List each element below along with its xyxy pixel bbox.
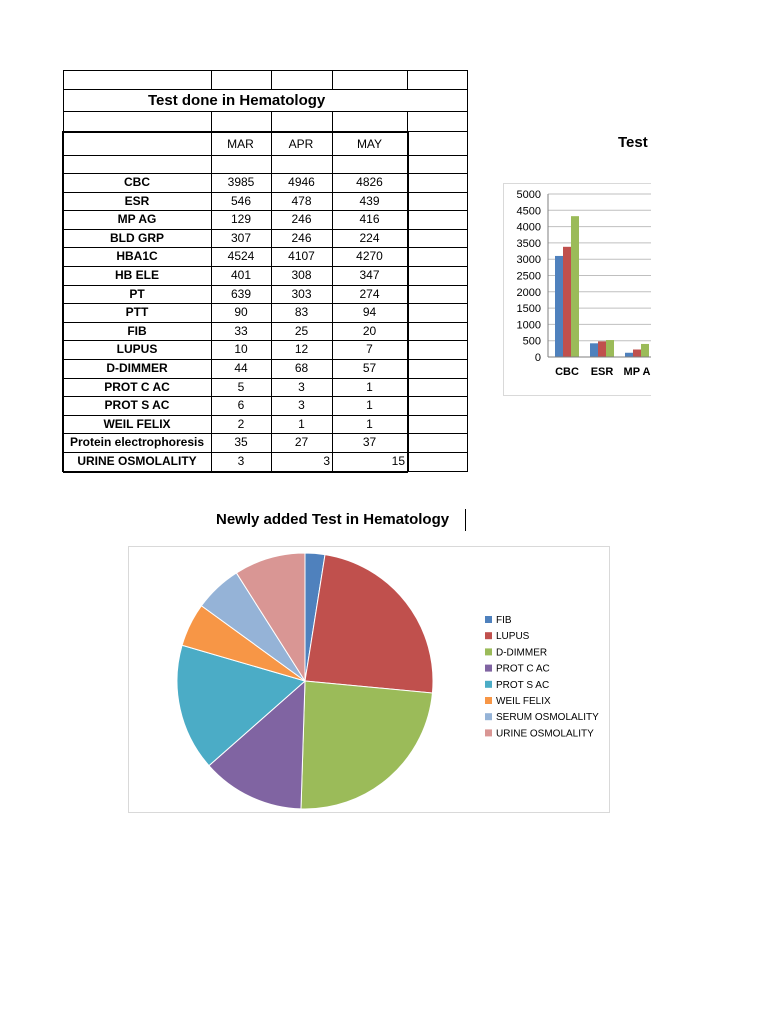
table-vline — [271, 70, 272, 90]
table-cell: 4107 — [288, 249, 315, 263]
table-cell: 6 — [237, 398, 245, 412]
legend-label: SERUM OSMOLALITY — [496, 712, 599, 724]
x-tick-label: ESR — [590, 366, 614, 378]
legend-label: FIB — [496, 615, 512, 626]
legend-label: WEIL FELIX — [496, 696, 551, 707]
row-label: BLD GRP — [110, 231, 164, 245]
table-cell: 129 — [230, 212, 252, 226]
table-hline — [408, 131, 468, 132]
legend-label: D-DIMMER — [496, 647, 548, 659]
table-cell: 416 — [359, 212, 380, 226]
table-vline — [332, 111, 333, 131]
table-vline — [332, 70, 333, 90]
bar-chart-title: Test — [618, 134, 648, 151]
legend-swatch — [485, 697, 492, 704]
bar — [563, 247, 571, 357]
table-cell: 94 — [362, 305, 377, 319]
legend-swatch — [485, 665, 492, 672]
x-tick-label: MP A — [623, 366, 651, 378]
bar-chart-frame — [503, 183, 651, 396]
table-cell: 639 — [230, 287, 252, 301]
table-cell: 90 — [234, 305, 248, 319]
y-tick-label: 1000 — [516, 319, 541, 332]
table-cell: 3 — [298, 398, 305, 412]
row-label: CBC — [124, 175, 150, 189]
legend-label: LUPUS — [496, 631, 530, 643]
table-cell: 15 — [391, 454, 405, 468]
pie-slice — [305, 555, 433, 693]
table-cell: 224 — [359, 231, 380, 245]
y-tick-label: 4500 — [516, 205, 541, 218]
table-hline — [408, 471, 468, 472]
y-tick-label: 5000 — [516, 189, 541, 201]
header-may: MAY — [356, 137, 383, 151]
table-cell: 3 — [237, 454, 245, 468]
table-cell: 27 — [294, 435, 309, 449]
table-vline — [407, 111, 408, 131]
legend-swatch — [485, 616, 492, 623]
bar — [555, 256, 563, 357]
table-vline — [211, 70, 212, 90]
table-cell: 5 — [237, 380, 245, 394]
row-label: PROT S AC — [104, 398, 170, 412]
table-cell: 57 — [362, 361, 377, 375]
row-label: D-DIMMER — [106, 361, 168, 375]
table-cell: 44 — [234, 361, 248, 375]
y-tick-label: 2500 — [516, 270, 541, 283]
table-cell: 4946 — [288, 175, 315, 189]
table-cell: 3985 — [227, 175, 255, 189]
table-vline — [63, 70, 64, 90]
y-tick-label: 3000 — [516, 254, 541, 267]
table-cell: 274 — [359, 287, 380, 301]
table-cell: 4826 — [356, 175, 383, 189]
row-label: PT — [129, 287, 145, 301]
table-cell: 33 — [234, 324, 248, 338]
bar — [598, 341, 606, 357]
pie-chart — [129, 547, 609, 812]
legend-swatch — [485, 713, 492, 720]
table-cell: 478 — [291, 194, 312, 208]
row-label: Protein electrophoresis — [69, 435, 205, 449]
table-cell: 307 — [230, 231, 252, 245]
pie-chart-frame — [128, 546, 610, 813]
table-cell: 4524 — [227, 249, 255, 263]
legend-swatch — [485, 729, 492, 736]
table-cell: 1 — [366, 398, 373, 412]
table-cell: 4270 — [356, 249, 383, 263]
table-cell: 439 — [359, 194, 380, 208]
table-hline — [63, 131, 408, 133]
table-cell: 35 — [234, 435, 248, 449]
table-cell: 347 — [359, 268, 380, 282]
row-label: FIB — [127, 324, 147, 338]
table-vline — [63, 89, 64, 111]
table-cell: 308 — [291, 268, 312, 282]
bar — [625, 353, 633, 357]
legend-swatch — [485, 681, 492, 688]
table-cell: 3 — [323, 454, 330, 468]
y-tick-label: 4000 — [516, 221, 541, 234]
row-label: ESR — [124, 194, 150, 208]
header-mar: MAR — [227, 137, 254, 151]
table-cell: 37 — [362, 435, 377, 449]
table-cell: 83 — [294, 305, 309, 319]
table-cell: 25 — [294, 324, 309, 338]
table-cell: 12 — [294, 342, 309, 356]
y-tick-label: 2000 — [516, 286, 541, 299]
bar — [606, 340, 614, 357]
bar — [590, 343, 598, 357]
y-tick-label: 0 — [534, 352, 541, 364]
table-cell: 20 — [362, 324, 377, 338]
pie-chart-title: Newly added Test in Hematology — [216, 511, 450, 528]
y-tick-label: 3500 — [516, 237, 541, 250]
table-title: Test done in Hematology — [148, 92, 326, 109]
table-vline — [467, 89, 468, 111]
table-vline — [407, 131, 409, 472]
row-label: MP AG — [117, 212, 157, 226]
table-cell: 3 — [298, 380, 305, 394]
bar — [641, 344, 649, 357]
table-vline — [271, 111, 272, 131]
table-vline — [467, 131, 468, 471]
x-tick-label: CBC — [555, 366, 579, 378]
table-hline — [63, 471, 408, 473]
table-cell: 1 — [366, 380, 373, 394]
legend-label: URINE OSMOLALITY — [496, 728, 594, 740]
table-cell: 546 — [230, 194, 252, 208]
bar-chart — [504, 184, 651, 395]
y-tick-label: 500 — [522, 335, 541, 348]
row-label: PROT C AC — [104, 380, 170, 394]
table-cell: 7 — [366, 342, 373, 356]
table-vline — [467, 111, 468, 131]
row-label: HBA1C — [116, 249, 158, 263]
table-cell: 1 — [366, 417, 373, 431]
table-vline — [467, 70, 468, 90]
y-tick-label: 1500 — [516, 303, 541, 316]
table-cell: 401 — [230, 268, 252, 282]
legend-swatch — [485, 648, 492, 655]
legend-label: PROT C AC — [496, 663, 550, 675]
row-label: WEIL FELIX — [103, 417, 171, 431]
row-label: PTT — [125, 305, 149, 319]
row-label: LUPUS — [116, 342, 158, 356]
table-vline — [407, 70, 408, 90]
legend-swatch — [485, 632, 492, 639]
table-cell: 246 — [291, 231, 312, 245]
row-label: URINE OSMOLALITY — [77, 454, 197, 468]
header-apr: APR — [288, 137, 314, 151]
row-label: HB ELE — [114, 268, 159, 282]
bar — [571, 216, 579, 357]
legend-label: PROT S AC — [496, 679, 550, 691]
table-cell: 68 — [294, 361, 309, 375]
pie-slice — [301, 681, 432, 809]
table-cell: 246 — [291, 212, 312, 226]
table-cell: 2 — [237, 417, 245, 431]
table-cell: 1 — [298, 417, 305, 431]
table-vline — [63, 111, 64, 131]
table-cell: 303 — [291, 287, 312, 301]
table-vline — [211, 111, 212, 131]
table-cell: 10 — [234, 342, 248, 356]
bar — [633, 350, 641, 357]
title-cursor — [465, 509, 466, 531]
